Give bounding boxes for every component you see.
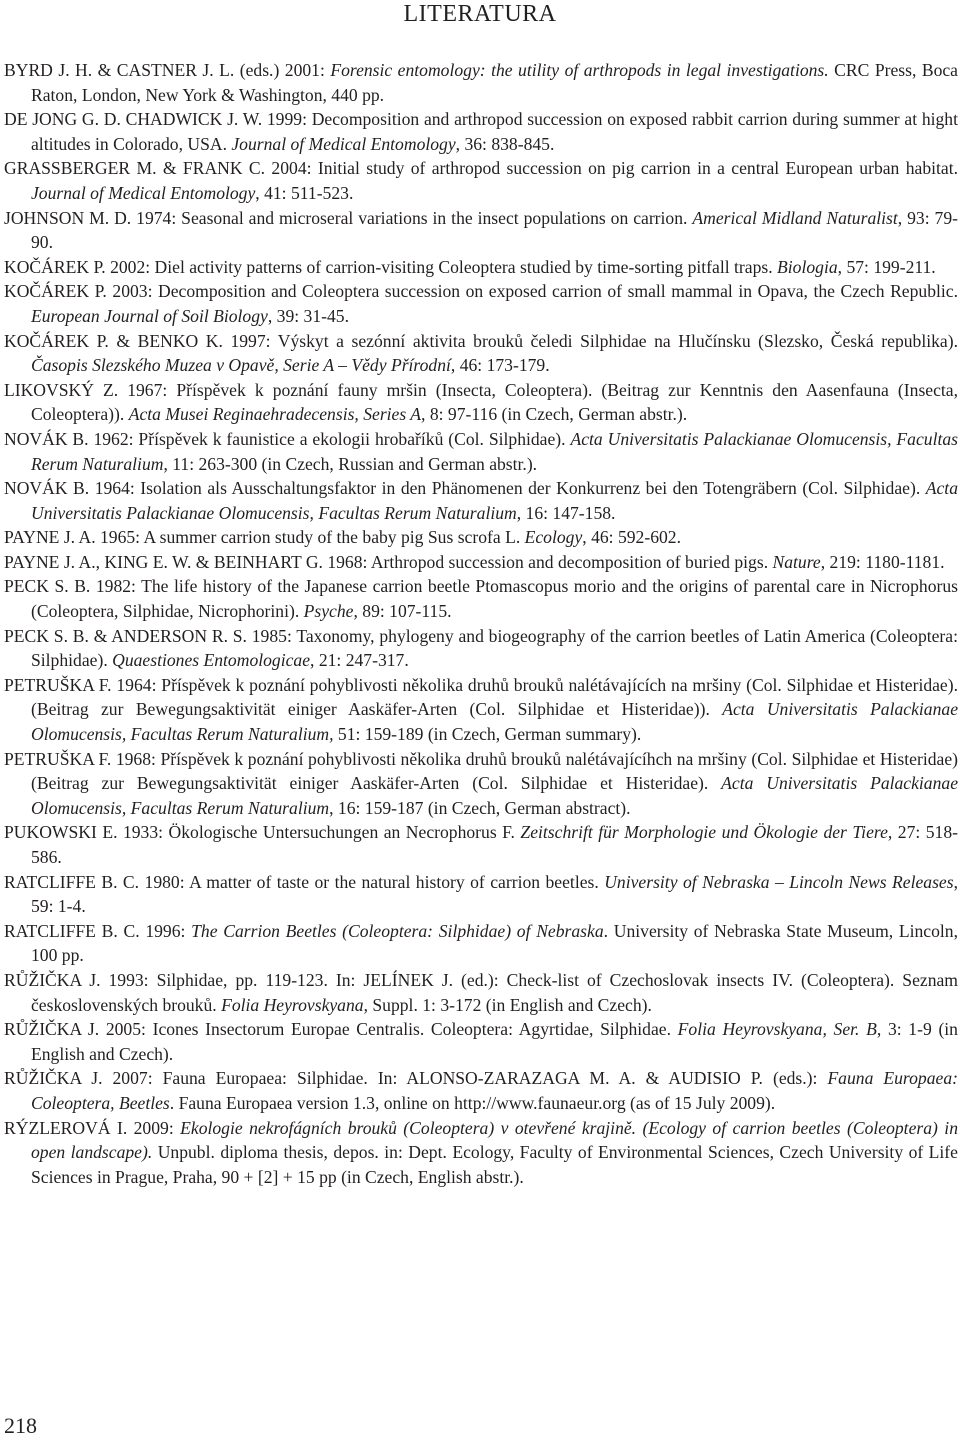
reference-source-italic: Acta Universitatis Palackianae Olomucensis, Facultas Rerum Naturalium,	[31, 699, 958, 745]
reference-text: , 36: 838-845.	[455, 133, 555, 154]
reference-text: KOČÁREK P. 2003: Decomposition and Coleoptera succession on exposed carrion of small mammal in Opava, the Czech Republic.	[4, 281, 958, 302]
reference-entry	[4, 329, 958, 378]
reference-text: , 59: 1-4.	[31, 871, 958, 917]
reference-text: LIKOVSKÝ Z. 1967: Příspěvek k poznání fauny mršin (Insecta, Coleoptera). (Beitrag zur Kenntnis den Aasenfauna (Insecta, Coleoptera)).	[4, 379, 958, 425]
reference-source-italic: University of Nebraska – Lincoln News Releases	[604, 871, 954, 892]
reference-text: , 16: 147-158.	[516, 502, 616, 523]
reference-text: RATCLIFFE B. C. 1996:	[4, 920, 192, 941]
reference-entry	[4, 673, 958, 747]
reference-source-italic: Acta Universitatis Palackianae Olomucensis, Facultas Rerum Naturalium	[31, 478, 958, 523]
reference-entry	[4, 1017, 958, 1066]
reference-entry	[4, 820, 958, 869]
reference-source-italic: Zeitschrift für Morphologie und Ökologie der Tiere	[520, 822, 888, 843]
reference-source-italic: Biologia	[777, 256, 838, 277]
reference-text: RŮŽIČKA J. 2007: Fauna Europaea: Silphidae. In: ALONSO-ZARAZAGA M. A. & AUDISIO P. (eds.):	[4, 1068, 828, 1089]
reference-entry	[4, 1066, 958, 1115]
reference-entry	[4, 255, 958, 280]
reference-text: PECK S. B. & ANDERSON R. S. 1985: Taxonomy, phylogeny and biogeography of the carrion beetles of Latin America (Coleoptera: Silphidae).	[4, 625, 958, 671]
reference-entry	[4, 279, 958, 328]
reference-text: RATCLIFFE B. C. 1980: A matter of taste or the natural history of carrion beetles.	[4, 871, 605, 892]
reference-text: , 41: 511-523.	[255, 182, 354, 203]
reference-source-italic: Acta Universitatis Palackianae Olomucensis, Facultas Rerum Naturalium	[31, 773, 959, 818]
reference-source-italic: Folia Heyrovskyana	[221, 994, 364, 1015]
reference-entry	[4, 156, 958, 205]
reference-entry	[4, 624, 958, 673]
reference-source-italic: Quaestiones Entomologicae	[112, 650, 311, 671]
reference-source-italic: Forensic entomology: the utility of arthropods in legal investigations.	[330, 60, 829, 80]
reference-source-italic: Acta Universitatis Palackianae Olomucensis, Facultas Rerum Naturalium	[31, 428, 958, 474]
reference-text: , 93: 79-90.	[31, 207, 958, 253]
reference-entry	[4, 968, 958, 1017]
reference-text: , 89: 107-115.	[353, 601, 452, 622]
reference-source-italic: Acta Musei Reginaehradecensis, Series A,	[128, 404, 426, 425]
reference-text: , 16: 159-187 (in Czech, German abstract).	[329, 797, 631, 818]
reference-text: GRASSBERGER M. & FRANK C. 2004: Initial study of arthropod succession on pig carrion in a central European urban habitat.	[4, 158, 958, 179]
reference-entry	[4, 107, 958, 156]
reference-entry	[4, 1116, 958, 1190]
reference-entry	[4, 476, 958, 525]
reference-source-italic: European Journal of Soil Biology	[31, 305, 268, 326]
reference-text: RÝZLEROVÁ I. 2009:	[4, 1117, 181, 1138]
reference-source-italic: Ecology	[524, 527, 583, 548]
reference-text: PETRUŠKA F. 1964: Příspěvek k poznání pohyblivosti několika druhů brouků nalétávajících na mršiny (Col. Silphidae et Histeridae). (Beitrag zur Bewegungsaktivität einiger Aaskäfer-Arten (Col. Silphidae et Histeridae)).	[4, 674, 958, 720]
reference-entry	[4, 919, 958, 968]
reference-entry	[4, 550, 958, 575]
reference-entry	[4, 378, 958, 427]
reference-source-italic: The Carrion Beetles (Coleoptera: Silphidae) of Nebraska	[191, 920, 604, 941]
reference-text: , 3: 1-9 (in English and Czech).	[31, 1019, 958, 1064]
page-number: 218	[4, 1413, 37, 1438]
reference-text: NOVÁK B. 1964: Isolation als Ausschaltungsfaktor in den Phänomenen der Konkurrenz bei den Totengräbern (Col. Silphidae).	[4, 478, 926, 499]
reference-source-italic: Journal of Medical Entomology	[231, 133, 456, 154]
reference-text: PAYNE J. A. 1965: A summer carrion study of the baby pig Sus scrofa L.	[4, 527, 525, 548]
reference-text: Unpubl. diploma thesis, depos. in: Dept. Ecology, Faculty of Environmental Sciences, Czech University of Life Sciences in Prague, Praha, 90 + [2] + 15 pp (in Czech, English abstr.).	[31, 1142, 958, 1187]
reference-text: , 46: 173-179.	[450, 355, 550, 376]
reference-entry	[4, 747, 958, 821]
reference-text: . University of Nebraska State Museum, Lincoln, 100 pp.	[31, 920, 958, 966]
reference-text: , 21: 247-317.	[310, 650, 409, 671]
reference-entry	[4, 427, 958, 476]
reference-list	[4, 58, 958, 1189]
reference-text: CRC Press, Boca Raton, London, New York & Washington, 440 pp.	[31, 60, 958, 105]
reference-source-italic: Journal of Medical Entomology	[31, 182, 256, 203]
reference-source-italic: Nature	[772, 551, 821, 572]
reference-text: KOČÁREK P. & BENKO K. 1997: Výskyt a sezónní aktivita brouků čeledi Silphidae na Hlučínsku (Slezsko, Česká republika).	[4, 330, 958, 351]
reference-source-italic: Fauna Europaea: Coleoptera, Beetles	[31, 1068, 958, 1113]
reference-text: JOHNSON M. D. 1974: Seasonal and microseral variations in the insect populations on carrion.	[4, 207, 693, 228]
reference-text: PUKOWSKI E. 1933: Ökologische Untersuchungen an Necrophorus F.	[4, 822, 521, 843]
reference-text: RŮŽIČKA J. 2005: Icones Insectorum Europae Centralis. Coleoptera: Agyrtidae, Silphidae.	[4, 1019, 678, 1040]
reference-text: RŮŽIČKA J. 1993: Silphidae, pp. 119-123. In: JELÍNEK J. (ed.): Check-list of Czechoslovak insects IV. (Coleoptera). Seznam československých brouků.	[4, 969, 958, 1015]
reference-source-italic: Folia Heyrovskyana, Ser. B	[677, 1019, 877, 1040]
reference-source-italic: Ekologie nekrofágních brouků (Coleoptera) v otevřené krajině. (Ecology of carrion beetles (Coleoptera) in open landscape).	[31, 1117, 958, 1163]
reference-text: 51: 159-189 (in Czech, German summary).	[333, 724, 642, 745]
reference-source-italic: Psyche	[303, 601, 354, 622]
reference-text: NOVÁK B. 1962: Příspěvek k faunistice a ekologii hrobaříků (Col. Silphidae).	[4, 428, 571, 449]
reference-text: PAYNE J. A., KING E. W. & BEINHART G. 1968: Arthropod succession and decomposition of buried pigs.	[4, 551, 773, 572]
reference-text: PETRUŠKA F. 1968: Příspěvek k poznání pohyblivosti několika druhů brouků nalétávajícíhch na mršiny (Col. Silphidae et Histeridae) (Beitrag zur Bewegungsaktivität einiger Aaskäfer-Arten (Col. Silphidae et Histeridae).	[4, 748, 958, 794]
reference-text: , 39: 31-45.	[267, 305, 349, 326]
reference-source-italic: Americal Midland Naturalist	[692, 207, 898, 228]
reference-entry	[4, 58, 958, 107]
reference-text: 8: 97-116 (in Czech, German abstr.).	[425, 404, 688, 425]
reference-text: , 57: 199-211.	[837, 256, 936, 277]
reference-text: BYRD J. H. & CASTNER J. L. (eds.) 2001:	[4, 60, 331, 80]
reference-source-italic: Časopis Slezského Muzea v Opavě, Serie A – Vědy Přírodní	[31, 355, 451, 376]
reference-text: , Suppl. 1: 3-172 (in English and Czech).	[363, 994, 652, 1015]
reference-entry	[4, 870, 958, 919]
reference-text: , 219: 1180-1181.	[820, 551, 945, 572]
reference-text: KOČÁREK P. 2002: Diel activity patterns of carrion-visiting Coleoptera studied by time-sorting pitfall traps.	[4, 256, 778, 277]
reference-entry	[4, 574, 958, 623]
reference-text: , 11: 263-300 (in Czech, Russian and German abstr.).	[163, 453, 538, 474]
reference-entry	[4, 525, 958, 550]
page-title: LITERATURA	[403, 1, 557, 27]
reference-text: DE JONG G. D. CHADWICK J. W. 1999: Decomposition and arthropod succession on exposed rabbit carrion during summer at hight altitudes in Colorado, USA.	[4, 109, 958, 154]
reference-text: , 46: 592-602.	[582, 527, 681, 548]
reference-text: , 27: 518-586.	[31, 822, 958, 867]
reference-text: PECK S. B. 1982: The life history of the Japanese carrion beetle Ptomascopus morio and the origins of parental care in Nicrophorus (Coleoptera, Silphidae, Nicrophorini).	[4, 576, 958, 622]
reference-text: . Fauna Europaea version 1.3, online on http://www.faunaeur.org (as of 15 July 2009).	[169, 1092, 776, 1113]
reference-entry	[4, 206, 958, 255]
